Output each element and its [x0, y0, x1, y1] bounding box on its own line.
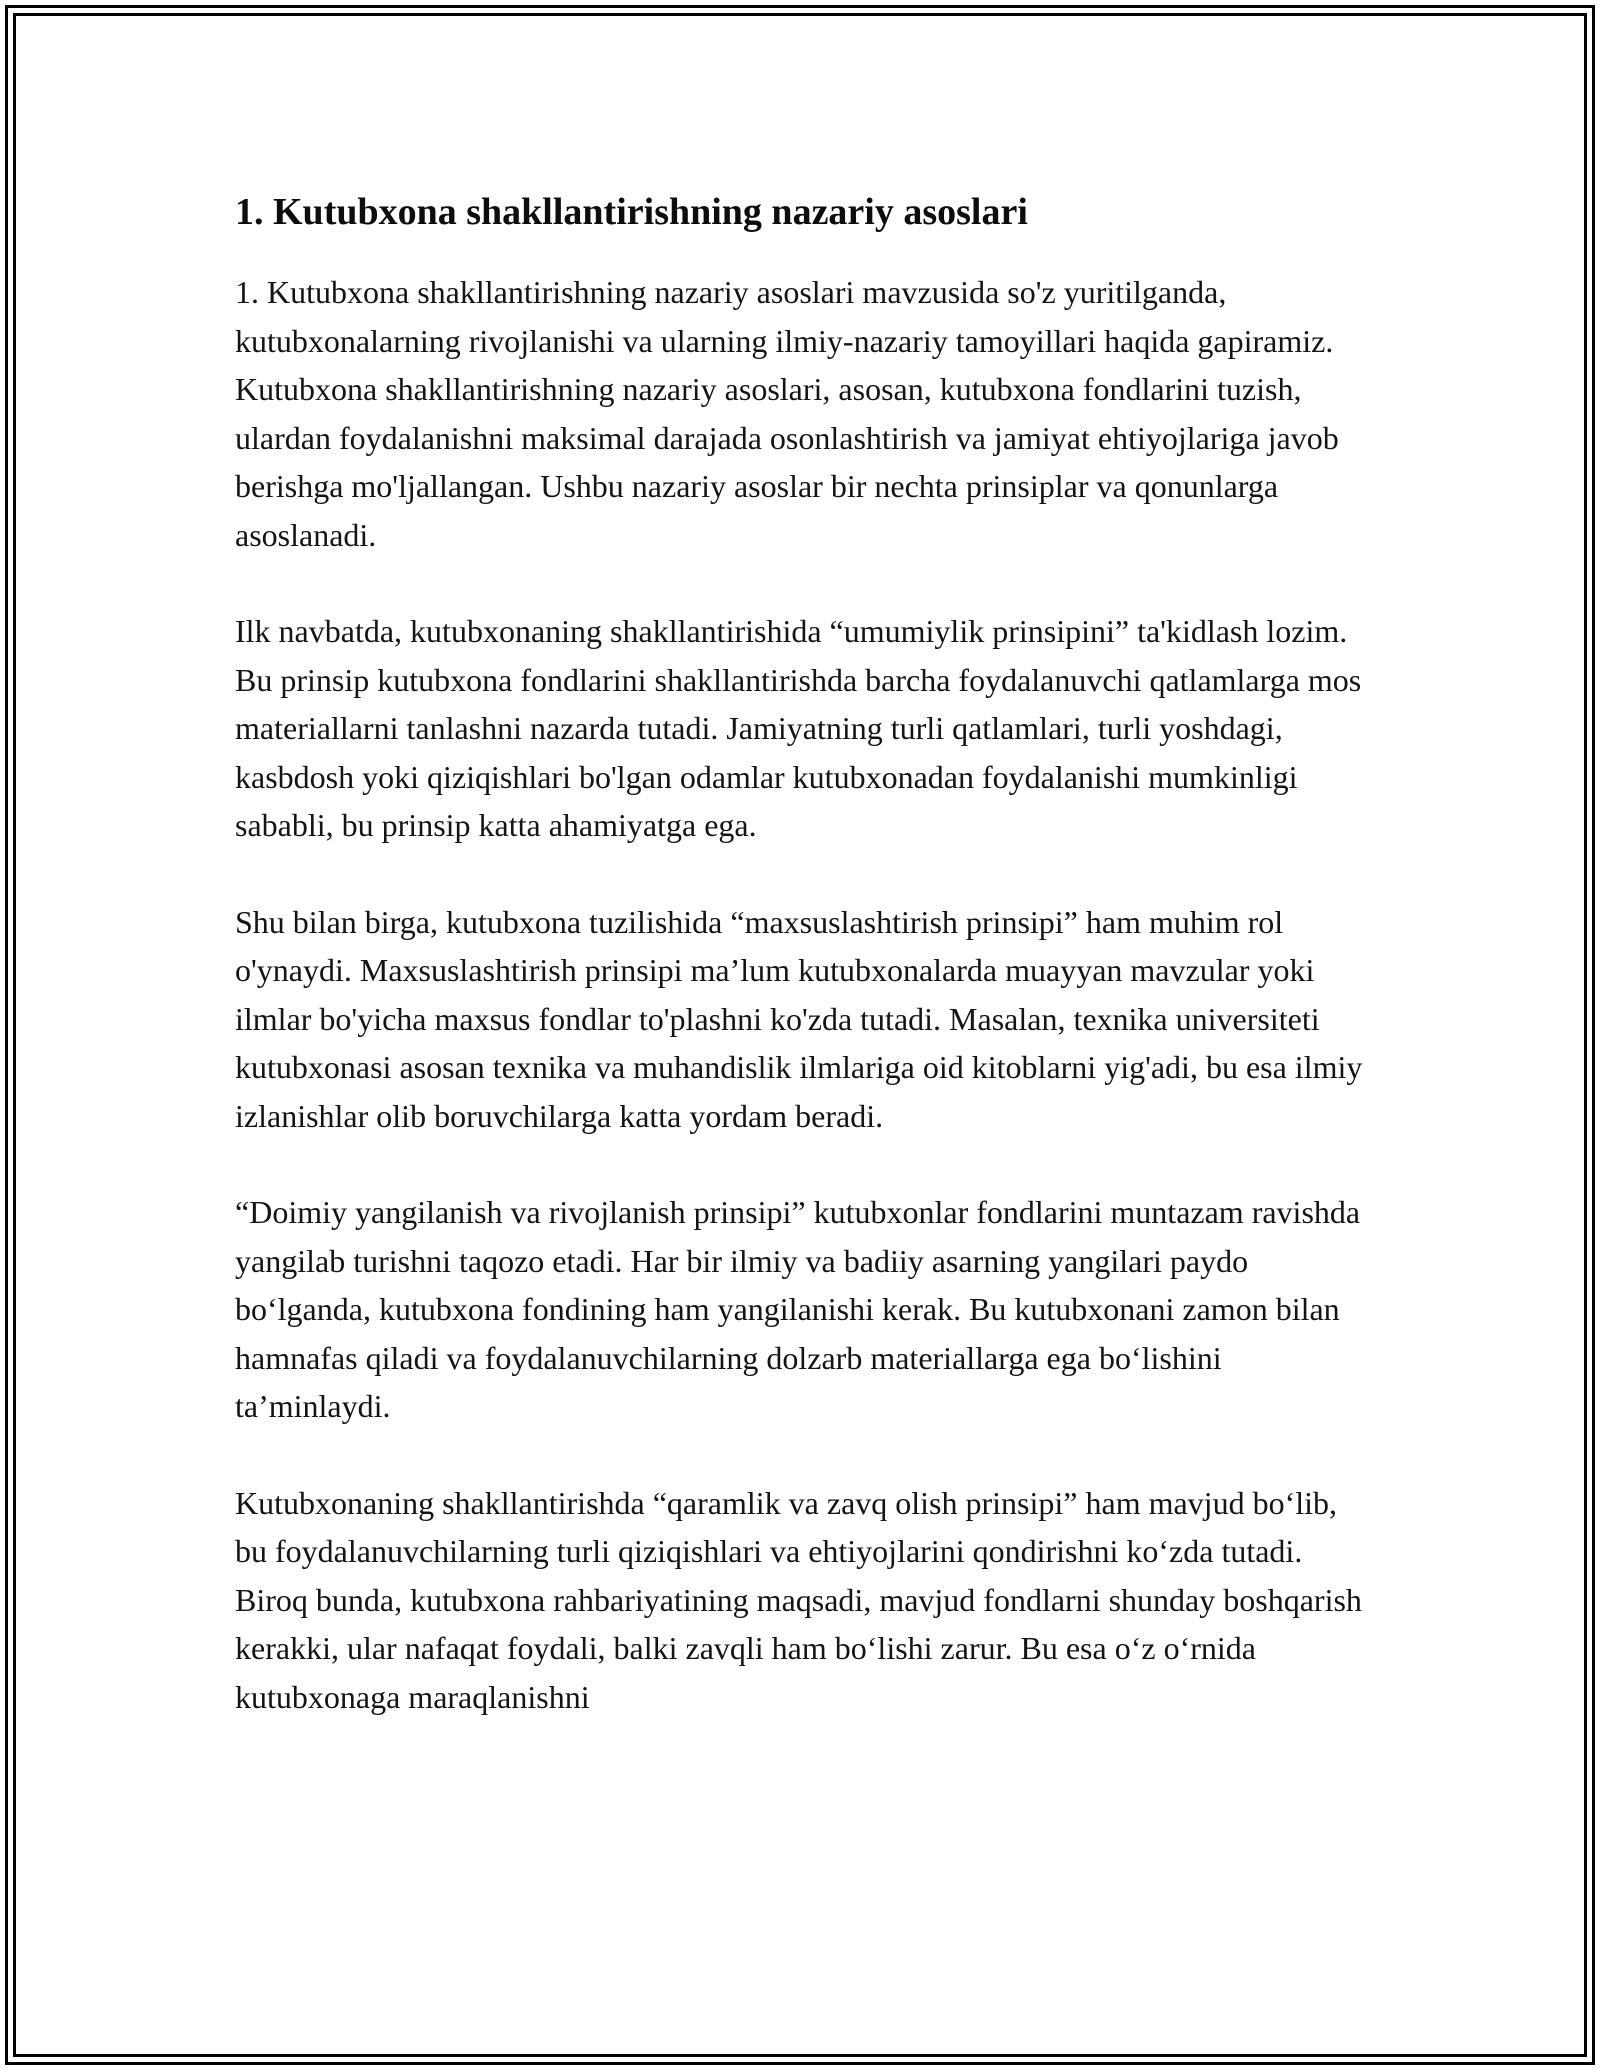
- document-body: [235, 184, 1365, 1769]
- paragraph-4: “Doimiy yangilanish va rivojlanish prinsipi” kutubxonlar fondlarini muntazam ravishda yangilab turishni taqozo etadi. Har bir ilmiy va badiiy asarning yangilari paydo bo‘lganda, kutubxona fondining ham yangilanishi kerak. Bu kutubxonani zamon bilan hamnafas qiladi va foydalanuvchilarning dolzarb materiallarga ega bo‘lishini ta’minlaydi.: [235, 1194, 1361, 1424]
- paragraph-1: 1. Kutubxona shakllantirishning nazariy asoslari mavzusida so'z yuritilganda, kutubxonalarning rivojlanishi va ularning ilmiy-nazariy tamoyillari haqida gapiramiz. Kutubxona shakllantirishning nazariy asoslari, asosan, kutubxona fondlarini tuzish, ulardan foydalanishni maksimal darajada osonlashtirish va jamiyat ehtiyojlariga javob berishga mo'ljallangan. Ushbu nazariy asoslar bir nechta prinsiplar va qonunlarga asoslanadi.: [235, 274, 1339, 553]
- paragraph-3: Shu bilan birga, kutubxona tuzilishida “maxsuslashtirish prinsipi” ham muhim rol o'ynaydi. Maxsuslashtirish prinsipi ma’lum kutubxonalarda muayyan mavzular yoki ilmlar bo'yicha maxsus fondlar to'plashni ko'zda tutadi. Masalan, texnika universiteti kutubxonasi asosan texnika va muhandislik ilmlariga oid kitoblarni yig'adi, bu esa ilmiy izlanishlar olib boruvchilarga katta yordam beradi.: [235, 903, 1363, 1134]
- document-title: 1. Kutubxona shakllantirishning nazariy asoslari: [235, 191, 1028, 233]
- paragraph-2: Ilk navbatda, kutubxonaning shakllantirishida “umumiylik prinsipini” ta'kidlash lozim. Bu prinsip kutubxona fondlarini shakllantirishda barcha foydalanuvchi qatlamlarga mos materiallarni tanlashni nazarda tutadi. Jamiyatning turli qatlamlari, turli yoshdagi, kasbdosh yoki qiziqishlari bo'lgan odamlar kutubxonadan foydalanishi mumkinligi sababli, bu prinsip katta ahamiyatga ega.: [235, 613, 1362, 843]
- paragraph-5: Kutubxonaning shakllantirishda “qaramlik va zavq olish prinsipi” ham mavjud bo‘lib, bu foydalanuvchilarning turli qiziqishlari va ehtiyojlarini qondirishni ko‘zda tutadi. Biroq bunda, kutubxona rahbariyatining maqsadi, mavjud fondlarni shunday boshqarish kerakki, ular nafaqat foydali, balki zavqli ham bo‘lishi zarur. Bu esa o‘z o‘rnida kutubxonaga maraqlanishni: [235, 1484, 1362, 1715]
